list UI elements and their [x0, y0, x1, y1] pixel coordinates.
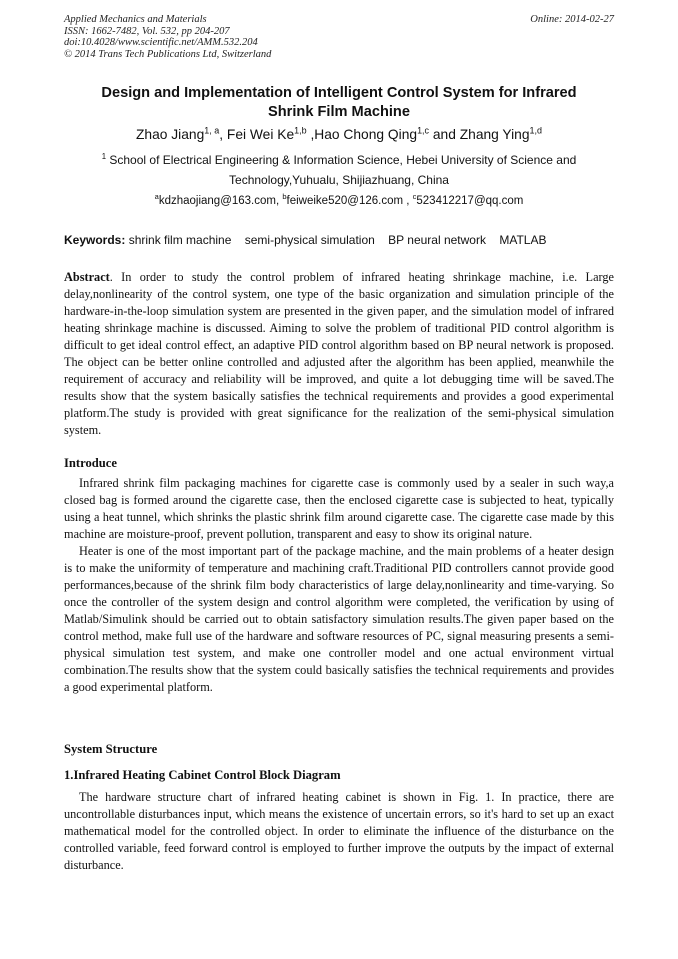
affiliation	[60, 150, 618, 190]
journal-issn: ISSN: 1662-7482, Vol. 532, pp 204-207	[64, 25, 230, 37]
subsection-1-body	[64, 789, 614, 874]
keyword-item: shrink film machine	[128, 233, 232, 247]
keyword-item: BP neural network	[388, 233, 486, 247]
author-name: Zhang Ying	[459, 127, 530, 142]
abstract	[64, 269, 614, 439]
author-sup: 1, a	[204, 125, 220, 136]
paragraph: Heater is one of the most important part of the package machine, and the main problems of a heater design is to make the uniformity of temperature and machining craft.Traditional PID controllers cannot provide good performances,because of the shrink film body characteristics of large delay,nonlinearity and time-varying. So once the controller of the system design and control algorithm were completed, the verification by using of Matlab/Simulink should be carried out to obtain satisfactory simulation results.The given paper based on the control method, make full use of the hardware and software resources of PC, signal measuring presents a semi-physical simulation test system, and make one controller model and one actual environment virtual combination.The results show that the system could basically satisfies the technical requirements and provides a good experimental platform.	[64, 544, 614, 694]
abstract-label: Abstract	[64, 270, 110, 284]
keywords-line	[64, 233, 624, 248]
title-line-2: Shrink Film Machine	[268, 104, 410, 120]
author-sup: 1,b	[294, 125, 307, 136]
email-sup: b	[282, 192, 287, 202]
email-link[interactable]: feiweike520@126.com	[286, 195, 404, 207]
section-heading-introduce: Introduce	[64, 456, 117, 470]
author-sep: ,	[219, 127, 227, 142]
paragraph: The hardware structure chart of infrared heating cabinet is shown in Fig. 1. In practice, there are uncontrollable disturbances input, which means the existence of uncertain errors, so it's hard to set up an exact mathematical model for the controlled object. In order to eliminate the influence of the disturbance on the controlled variable, feed forward control is employed to further improve the outputs by the impact of external disturbance.	[64, 790, 614, 872]
email-link[interactable]: kdzhaojiang@163.com	[158, 195, 276, 207]
email-sup: a	[154, 192, 159, 202]
author-sep: ,	[306, 127, 315, 142]
introduce-body	[64, 475, 614, 696]
email-list	[60, 194, 618, 208]
author-list	[40, 126, 638, 144]
author-name: Zhao Jiang	[136, 127, 205, 142]
affiliation-line-2: Technology,Yuhualu, Shijiazhuang, China	[229, 173, 449, 187]
author-sep: and	[429, 127, 460, 142]
keywords-label: Keywords:	[64, 233, 126, 247]
paper-title	[60, 84, 618, 122]
author-sup: 1,d	[529, 125, 542, 136]
subsection-heading-1: 1.Infrared Heating Cabinet Control Block Diagram	[64, 768, 341, 782]
email-sep: ,	[403, 195, 413, 207]
keyword-item: MATLAB	[499, 233, 547, 247]
author-sup: 1,c	[417, 125, 430, 136]
email-sup: c	[412, 192, 417, 202]
paragraph: Infrared shrink film packaging machines for cigarette case is commonly used by a sealer in such way,a closed bag is formed around the cigarette case, then the enclosed cigarette case is subjected to heat, typically using a heat tunnel, which shrinks the plastic shrink film around cigarette case. The cigarette case made by this machine are moisture-proof, prevent pollution, transparent and easy to show its original nature.	[64, 476, 614, 541]
online-date: Online: 2014-02-27	[530, 14, 614, 25]
title-line-1: Design and Implementation of Intelligent Control System for Infrared	[101, 85, 577, 101]
email-link[interactable]: 523412217@qq.com	[416, 195, 524, 207]
author-name: Fei Wei Ke	[226, 127, 295, 142]
author-name: Hao Chong Qing	[314, 127, 418, 142]
journal-doi: doi:10.4028/www.scientific.net/AMM.532.204	[64, 37, 258, 49]
keyword-item: semi-physical simulation	[244, 233, 375, 247]
affiliation-sup: 1	[101, 152, 107, 161]
affiliation-line-1: School of Electrical Engineering & Information Science, Hebei University of Science and	[109, 153, 577, 167]
journal-name: Applied Mechanics and Materials	[64, 14, 207, 25]
section-heading-system-structure: System Structure	[64, 742, 158, 756]
abstract-text: . In order to study the control problem of infrared heating shrinkage machine, i.e. Large delay,nonlinearity of the control system, one type of the basic organization and simulation principle of the hardware-in-the-loop simulation system are presented in the given paper, and the simulation model of infrared heating shrinkage machine is discussed. Aiming to solve the problem of traditional PID control algorithm is difficult to get ideal control effect, an adaptive PID control algorithm based on BP neural network is proposed. The object can be better online controlled and adjusted after the algorithm has been applied, meanwhile the requirement of accuracy and reliability will be improved, and quite a lot debugging time will be saved.The results show that the system basically satisfies the technical requirements and provides a good experimental platform.The study is provided with great significance for the realization of the semi-physical simulation system.	[64, 270, 614, 437]
email-sep: ,	[275, 195, 283, 207]
journal-copyright: © 2014 Trans Tech Publications Ltd, Switzerland	[64, 48, 272, 60]
